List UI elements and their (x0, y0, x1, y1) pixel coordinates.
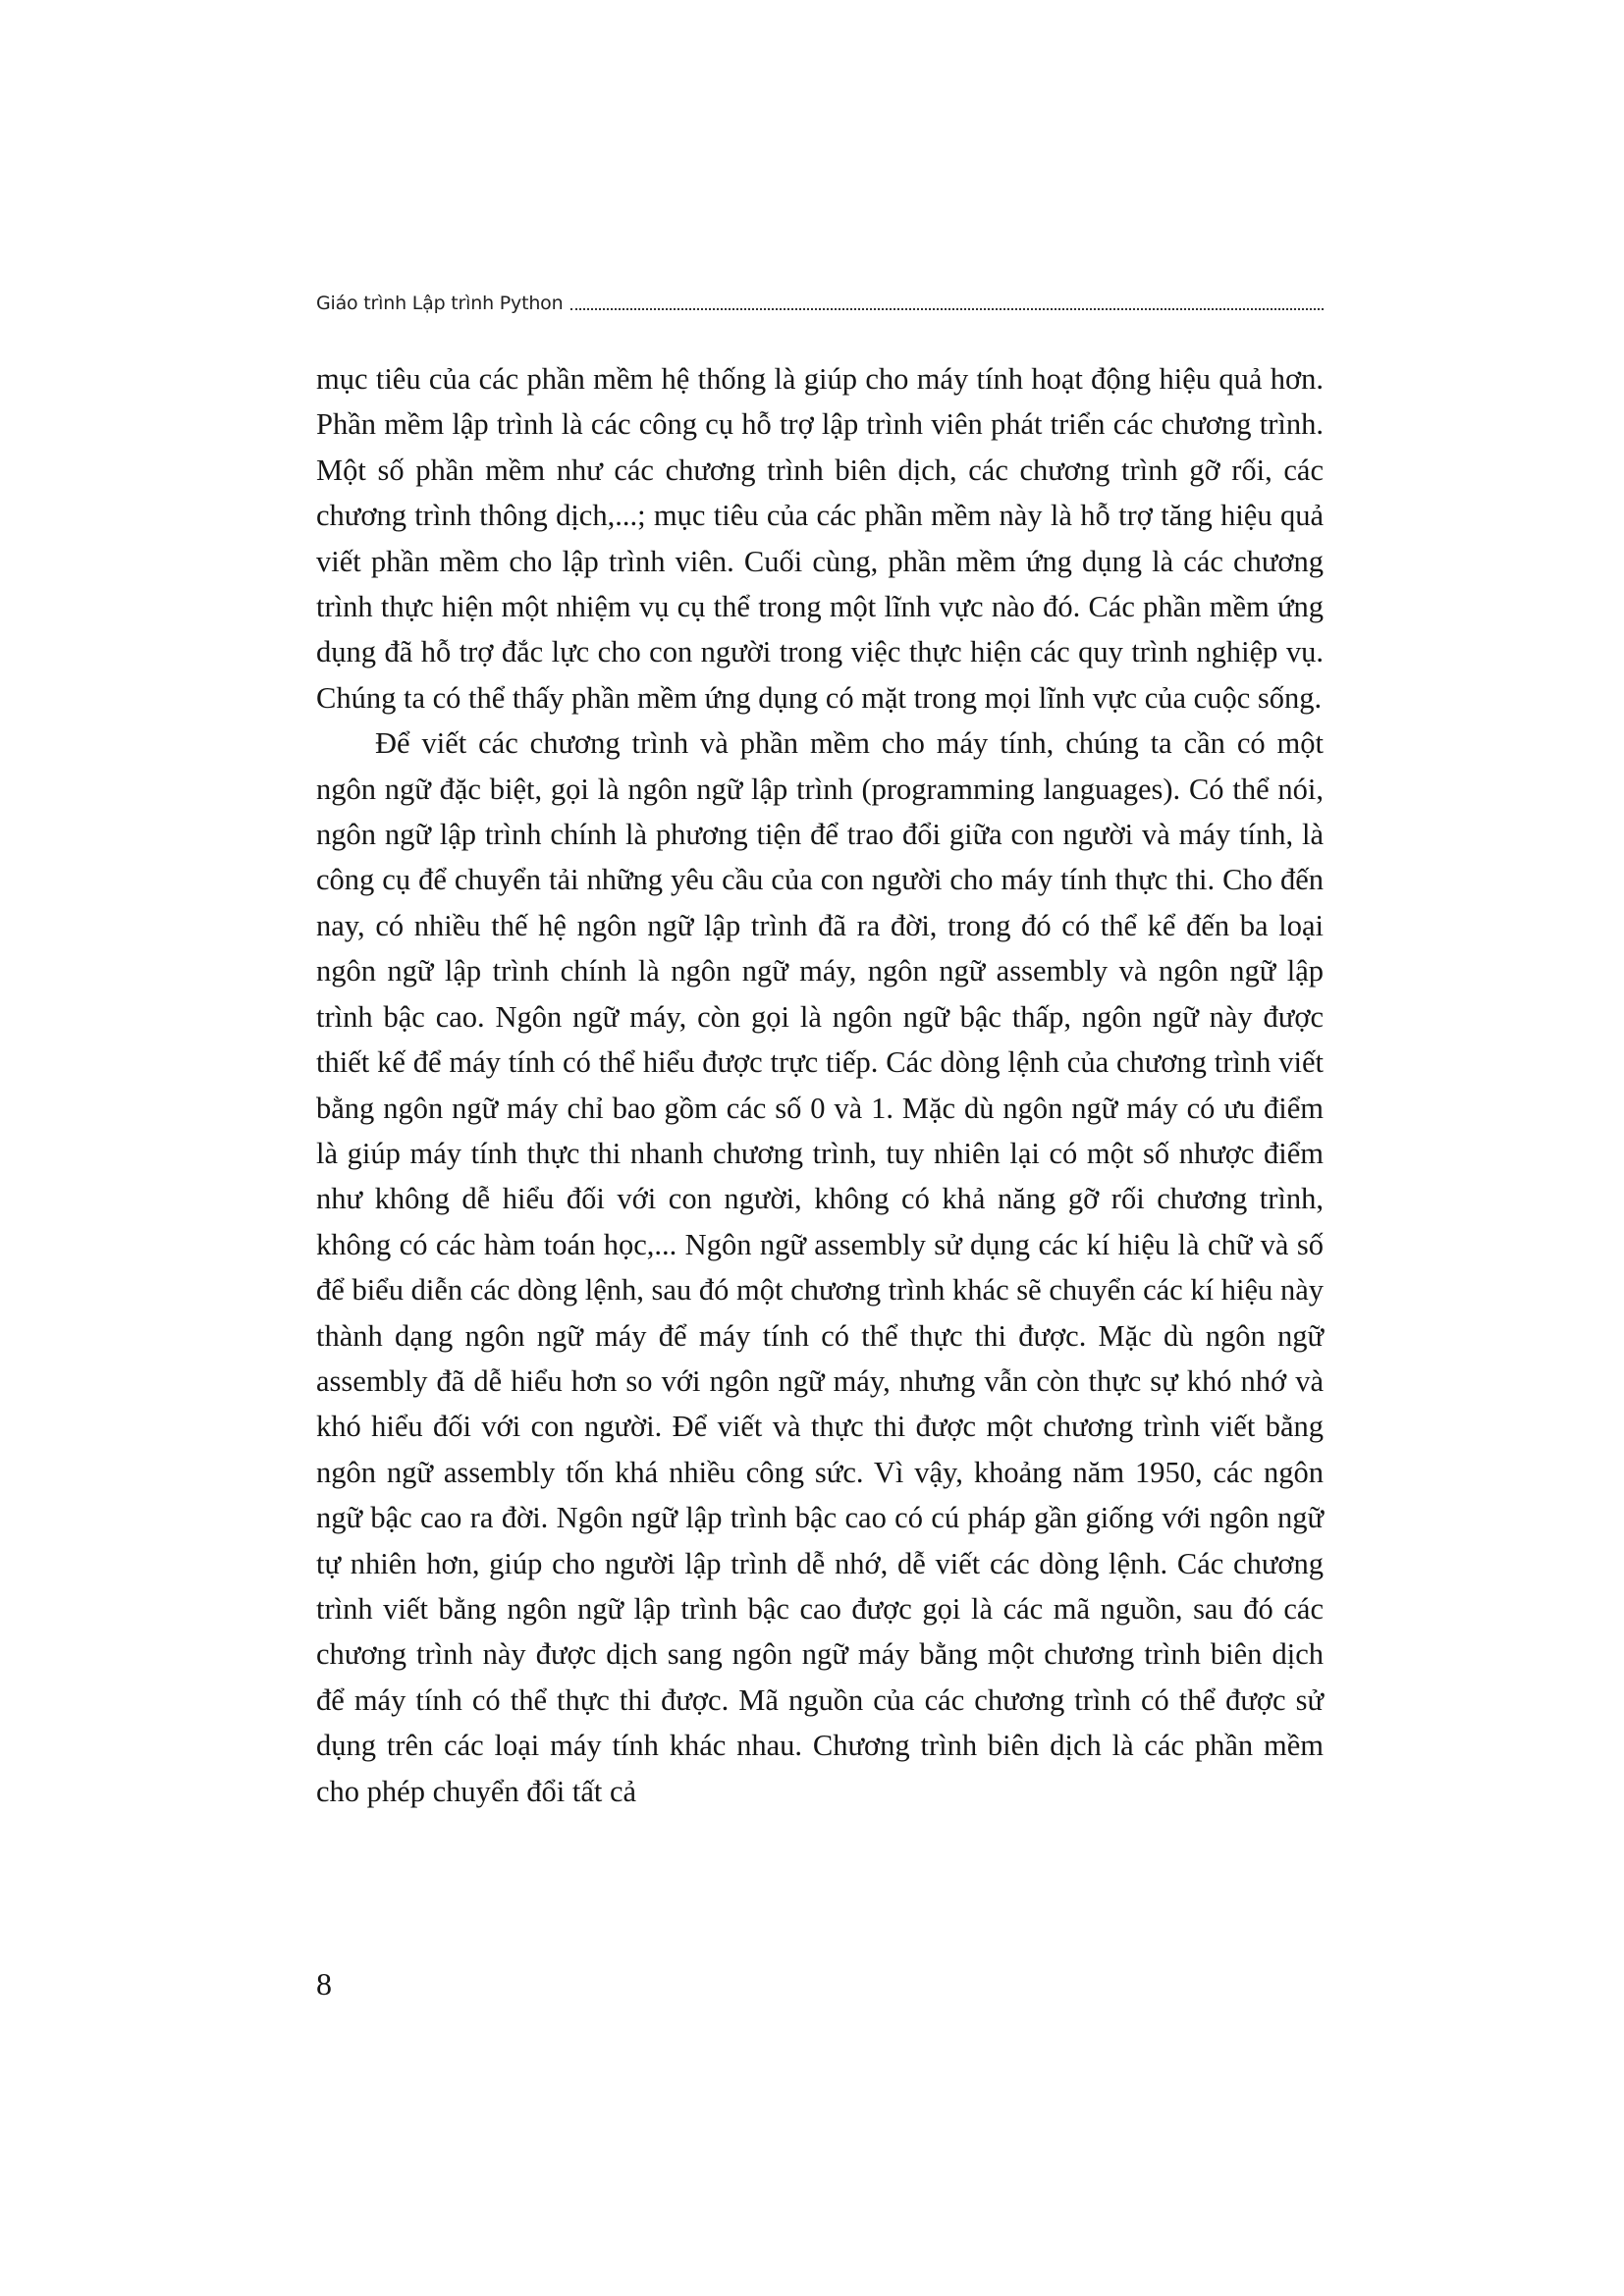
page-number: 8 (316, 1966, 332, 2002)
book-title: Giáo trình Lập trình Python (316, 293, 564, 314)
paragraph-continuation: mục tiêu của các phần mềm hệ thống là giúp cho máy tính hoạt động hiệu quả hơn. Phần mềm lập trình là các công cụ hỗ trợ lập trình viên phát triển các chương trình. Một số phần mềm như các chương trình biên dịch, các chương trình gỡ rối, các chương trình thông dịch,...; mục tiêu của các phần mềm này là hỗ trợ tăng hiệu quả viết phần mềm cho lập trình viên. Cuối cùng, phần mềm ứng dụng là các chương trình thực hiện một nhiệm vụ cụ thể trong một lĩnh vực nào đó. Các phần mềm ứng dụng đã hỗ trợ đắc lực cho con người trong việc thực hiện các quy trình nghiệp vụ. Chúng ta có thể thấy phần mềm ứng dụng có mặt trong mọi lĩnh vực của cuộc sống. (316, 362, 1324, 715)
paragraph: Để viết các chương trình và phần mềm cho máy tính, chúng ta cần có một ngôn ngữ đặc biệt, gọi là ngôn ngữ lập trình (programming languages). Có thể nói, ngôn ngữ lập trình chính là phương tiện để trao đổi giữa con người và máy tính, là công cụ để chuyển tải những yêu cầu của con người cho máy tính thực thi. Cho đến nay, có nhiều thế hệ ngôn ngữ lập trình đã ra đời, trong đó có thể kể đến ba loại ngôn ngữ lập trình chính là ngôn ngữ máy, ngôn ngữ assembly và ngôn ngữ lập trình bậc cao. Ngôn ngữ máy, còn gọi là ngôn ngữ bậc thấp, ngôn ngữ này được thiết kế để máy tính có thể hiểu được trực tiếp. Các dòng lệnh của chương trình viết bằng ngôn ngữ máy chỉ bao gồm các số 0 và 1. Mặc dù ngôn ngữ máy có ưu điểm là giúp máy tính thực thi nhanh chương trình, tuy nhiên lại có một số nhược điểm như không dễ hiểu đối với con người, không có khả năng gỡ rối chương trình, không có các hàm toán học,... Ngôn ngữ assembly sử dụng các kí hiệu là chữ và số để biểu diễn các dòng lệnh, sau đó một chương trình khác sẽ chuyển các kí hiệu này thành dạng ngôn ngữ máy để máy tính có thể thực thi được. Mặc dù ngôn ngữ assembly đã dễ hiểu hơn so với ngôn ngữ máy, nhưng vẫn còn thực sự khó nhớ và khó hiểu đối với con người. Để viết và thực thi được một chương trình viết bằng ngôn ngữ assembly tốn khá nhiều công sức. Vì vậy, khoảng năm 1950, các ngôn ngữ bậc cao ra đời. Ngôn ngữ lập trình bậc cao có cú pháp gần giống với ngôn ngữ tự nhiên hơn, giúp cho người lập trình dễ nhớ, dễ viết các dòng lệnh. Các chương trình viết bằng ngôn ngữ lập trình bậc cao được gọi là các mã nguồn, sau đó các chương trình này được dịch sang ngôn ngữ máy bằng một chương trình biên dịch để máy tính có thể thực thi được. Mã nguồn của các chương trình có thể được sử dụng trên các loại máy tính khác nhau. Chương trình biên dịch là các phần mềm cho phép chuyển đổi tất cả (316, 726, 1324, 1808)
dotted-leader (570, 308, 1324, 310)
running-header (316, 282, 1324, 313)
main-text (316, 356, 1324, 1814)
